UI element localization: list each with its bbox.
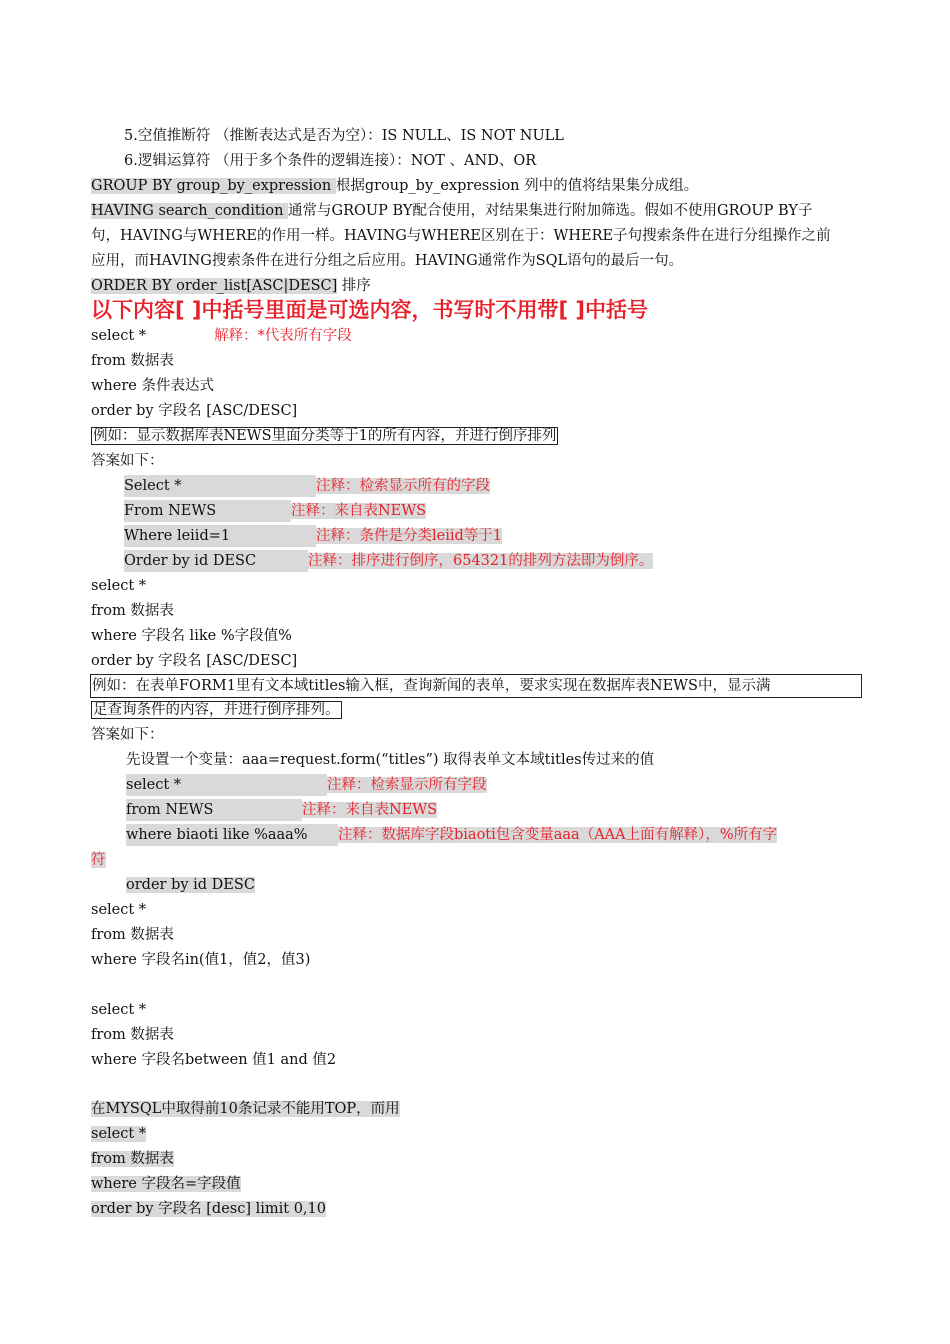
text-line bbox=[124, 525, 861, 547]
example-box: 例如：显示数据库表NEWS里面分类等于1的所有内容，并进行倒序排列 bbox=[93, 428, 557, 444]
comment-span: 注释：来自表NEWS bbox=[302, 802, 438, 818]
text-line: from 数据表 bbox=[91, 353, 174, 369]
text-line: order by 字段名 [ASC/DESC] bbox=[91, 403, 298, 419]
code-highlight: Select * bbox=[124, 475, 316, 497]
code-highlight: order by 字段名 [desc] limit 0,10 bbox=[91, 1201, 326, 1217]
text-highlight: 在MYSQL中取得前10条记录不能用TOP，而用 bbox=[91, 1101, 400, 1117]
code-highlight: from 数据表 bbox=[91, 1151, 174, 1167]
text-line bbox=[91, 1148, 861, 1170]
text-line bbox=[126, 824, 861, 846]
code-span: select * bbox=[91, 328, 147, 344]
text-line bbox=[124, 550, 861, 572]
comment-span: 解释：*代表所有字段 bbox=[214, 328, 352, 344]
section-heading: 以下内容[ ]中括号里面是可选内容，书写时不用带[ ]中括号 bbox=[91, 298, 649, 322]
text-span: 排序 bbox=[337, 278, 371, 294]
code-highlight: GROUP BY group_by_expression bbox=[91, 178, 336, 194]
comment-span: 注释：排序进行倒序，654321的排列方法即为倒序。 bbox=[308, 553, 654, 569]
text-line: order by 字段名 [ASC/DESC] bbox=[91, 653, 298, 669]
text-line: from 数据表 bbox=[91, 1027, 174, 1043]
text-line bbox=[124, 475, 861, 497]
text-line bbox=[91, 699, 861, 721]
code-highlight: Order by id DESC bbox=[124, 550, 308, 572]
comment-span: 注释：数据库字段biaoti包含变量aaa（AAA上面有解释），%所有字 bbox=[338, 827, 778, 843]
code-highlight: where 字段名=字段值 bbox=[91, 1176, 241, 1192]
text-line: 例如：在表单FORM1里有文本域titles输入框，查询新闻的表单，要求实现在数据库表NEWS中，显示满 bbox=[92, 678, 771, 694]
code-highlight: HAVING search_condition bbox=[91, 203, 289, 219]
text-line bbox=[91, 200, 861, 222]
text-line bbox=[91, 1198, 861, 1220]
text-line: where 字段名 like %字段值% bbox=[91, 628, 292, 644]
text-line bbox=[91, 1098, 861, 1120]
text-line bbox=[126, 799, 861, 821]
comment-span: 符 bbox=[91, 852, 106, 868]
text-line: select * bbox=[91, 902, 147, 918]
text-line: 5.空值推断符 （推断表达式是否为空）：IS NULL、IS NOT NULL bbox=[124, 128, 564, 144]
comment-span: 注释：检索显示所有的字段 bbox=[316, 478, 490, 494]
text-line: 句，HAVING与WHERE的作用一样。HAVING与WHERE区别在于：WHERE子句搜索条件在进行分组操作之前 bbox=[91, 228, 831, 244]
text-line: where 字段名between 值1 and 值2 bbox=[91, 1052, 337, 1068]
text-line: 6.逻辑运算符 （用于多个条件的逻辑连接）：NOT 、AND、OR bbox=[124, 153, 537, 169]
code-highlight: select * bbox=[91, 1126, 147, 1142]
text-line: 答案如下： bbox=[91, 727, 164, 743]
text-line bbox=[91, 1173, 861, 1195]
text-line: where 字段名in(值1，值2，值3) bbox=[91, 952, 311, 968]
text-line: 先设置一个变量：aaa=request.form(“titles”) 取得表单文本域titles传过来的值 bbox=[126, 752, 655, 768]
comment-span: 注释：检索显示所有字段 bbox=[327, 777, 487, 793]
text-line bbox=[124, 500, 861, 522]
code-highlight: ORDER BY order_list[ASC|DESC] bbox=[91, 278, 338, 294]
text-line bbox=[91, 425, 861, 447]
code-highlight: from NEWS bbox=[126, 799, 302, 821]
text-line bbox=[126, 774, 861, 796]
text-line bbox=[91, 175, 861, 197]
code-highlight: From NEWS bbox=[124, 500, 291, 522]
code-highlight: order by id DESC bbox=[126, 877, 255, 893]
example-box bbox=[90, 674, 862, 698]
text-line: from 数据表 bbox=[91, 927, 174, 943]
text-line bbox=[126, 874, 861, 896]
code-highlight: Where leiid=1 bbox=[124, 525, 316, 547]
text-line bbox=[91, 325, 861, 347]
text-line bbox=[91, 275, 861, 297]
example-box: 足查询条件的内容，并进行倒序排列。 bbox=[93, 702, 340, 718]
text-line: where 条件表达式 bbox=[91, 378, 214, 394]
text-line: select * bbox=[91, 1002, 147, 1018]
text-span: 通常与GROUP BY配合使用，对结果集进行附加筛选。假如不使用GROUP BY子 bbox=[288, 203, 813, 219]
text-line: 答案如下： bbox=[91, 453, 164, 469]
text-line: select * bbox=[91, 578, 147, 594]
text-span: 根据group_by_expression 列中的值将结果集分成组。 bbox=[335, 178, 699, 194]
comment-span: 注释：条件是分类leiid等于1 bbox=[316, 528, 502, 544]
comment-span: 注释：来自表NEWS bbox=[291, 503, 427, 519]
code-highlight: where biaoti like %aaa% bbox=[126, 824, 338, 846]
text-line bbox=[91, 849, 861, 871]
code-highlight: select * bbox=[126, 774, 327, 796]
text-line bbox=[91, 1123, 861, 1145]
text-line: 应用，而HAVING搜索条件在进行分组之后应用。HAVING通常作为SQL语句的最后一句。 bbox=[91, 253, 684, 269]
text-line: from 数据表 bbox=[91, 603, 174, 619]
